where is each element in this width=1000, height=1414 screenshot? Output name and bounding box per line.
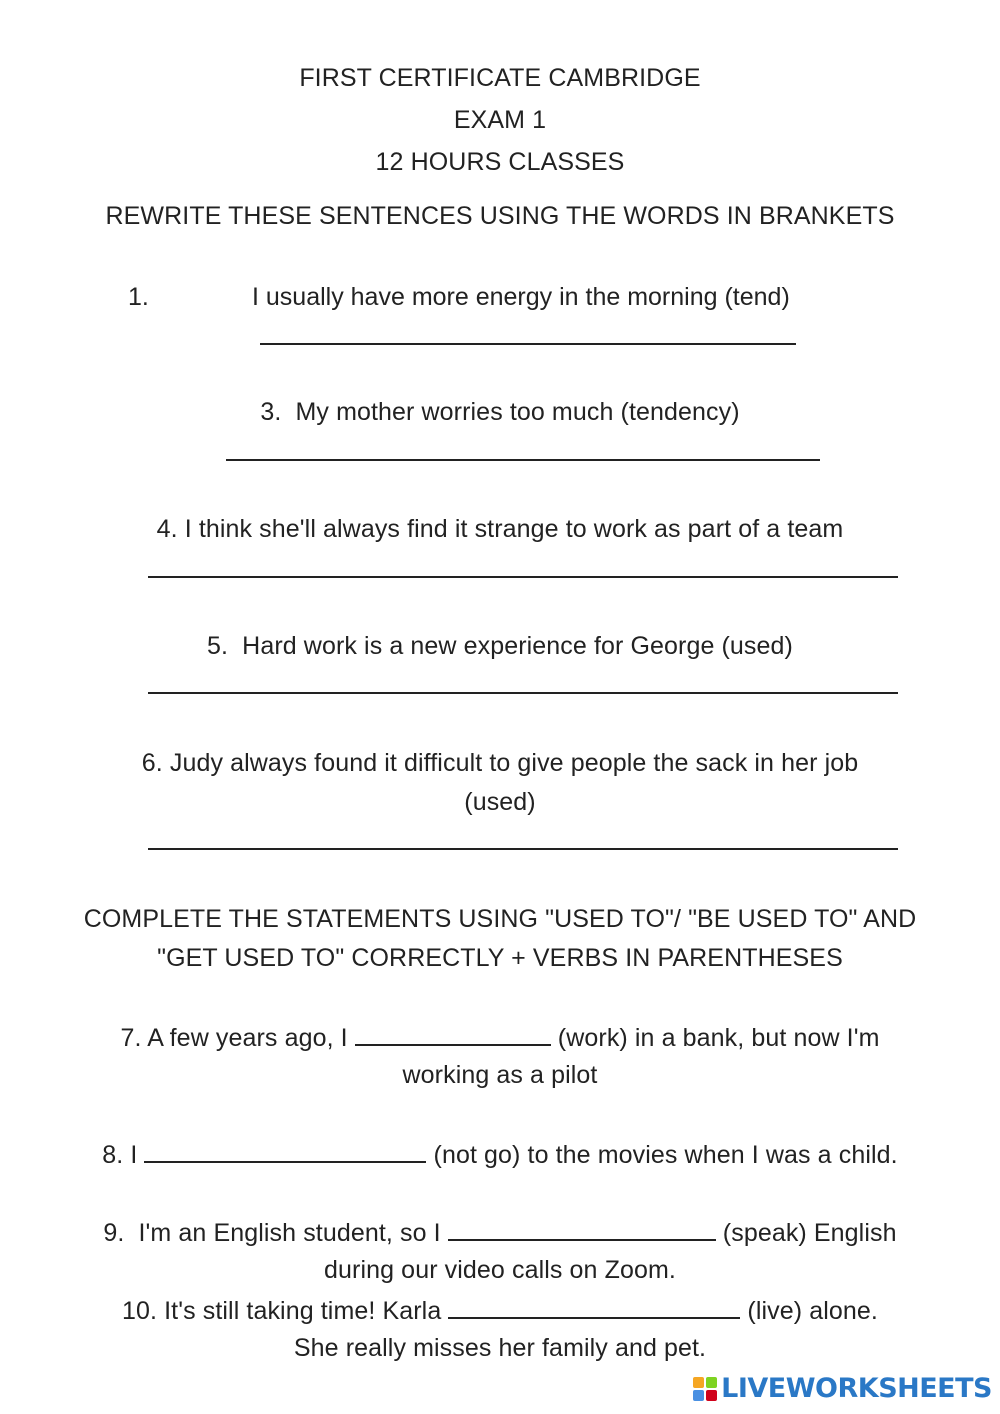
q3-text: 3. My mother worries too much (tendency) <box>260 398 740 426</box>
q6-text-line2: (used) <box>464 788 536 816</box>
q9-line2: during our video calls on Zoom. <box>324 1256 676 1284</box>
q10-prefix: 10. It's still taking time! Karla <box>122 1297 449 1325</box>
q10-line2: She really misses her family and pet. <box>293 1334 707 1362</box>
q1-text: I usually have more energy in the morning (tend) <box>252 283 790 311</box>
q10-line1 <box>0 1295 1000 1326</box>
q7-line2: working as a pilot <box>402 1061 598 1089</box>
liveworksheets-logo <box>693 1373 992 1404</box>
q6-answer-line[interactable] <box>148 848 898 850</box>
q9-line1 <box>0 1217 1000 1248</box>
section2-instruction-line2: "GET USED TO" CORRECTLY + VERBS IN PARENTHESES <box>157 944 843 972</box>
q9-suffix: (speak) English <box>715 1219 897 1247</box>
logo-block <box>693 1390 704 1401</box>
q4-text: 4. I think she'll always find it strange to work as part of a team <box>156 515 844 543</box>
q8-prefix: 8. I <box>102 1141 145 1169</box>
exam-label: EXAM 1 <box>453 106 547 134</box>
q1-number: 1. <box>128 283 149 311</box>
q7-line1 <box>0 1022 1000 1053</box>
worksheet-title: FIRST CERTIFICATE CAMBRIDGE <box>299 64 701 92</box>
q10-blank[interactable] <box>448 1295 740 1319</box>
q10-suffix: (live) alone. <box>740 1297 878 1325</box>
q7-suffix: (work) in a bank, but now I'm <box>550 1024 880 1052</box>
q8-suffix: (not go) to the movies when I was a child. <box>426 1141 898 1169</box>
q4-answer-line[interactable] <box>148 576 898 578</box>
section1-instruction: REWRITE THESE SENTENCES USING THE WORDS IN BRANKETS <box>105 202 895 230</box>
brand-name: LIVEWORKSHEETS <box>721 1373 992 1404</box>
q1-answer-line[interactable] <box>260 343 796 345</box>
q8-line <box>0 1139 1000 1170</box>
q5-text: 5. Hard work is a new experience for George (used) <box>207 632 793 660</box>
logo-block <box>706 1390 717 1401</box>
q8-blank[interactable] <box>144 1139 426 1163</box>
hours-label: 12 HOURS CLASSES <box>375 148 625 176</box>
logo-blocks-icon <box>693 1377 717 1401</box>
q3-answer-line[interactable] <box>226 459 820 461</box>
q9-prefix: 9. I'm an English student, so I <box>103 1219 448 1247</box>
section2-instruction-line1: COMPLETE THE STATEMENTS USING "USED TO"/ "BE USED TO" AND <box>83 905 917 933</box>
q7-prefix: 7. A few years ago, I <box>120 1024 355 1052</box>
q6-text-line1: 6. Judy always found it difficult to give people the sack in her job <box>141 749 859 777</box>
logo-block <box>706 1377 717 1388</box>
q5-answer-line[interactable] <box>148 692 898 694</box>
logo-block <box>693 1377 704 1388</box>
q9-blank[interactable] <box>448 1217 716 1241</box>
q7-blank[interactable] <box>355 1022 551 1046</box>
